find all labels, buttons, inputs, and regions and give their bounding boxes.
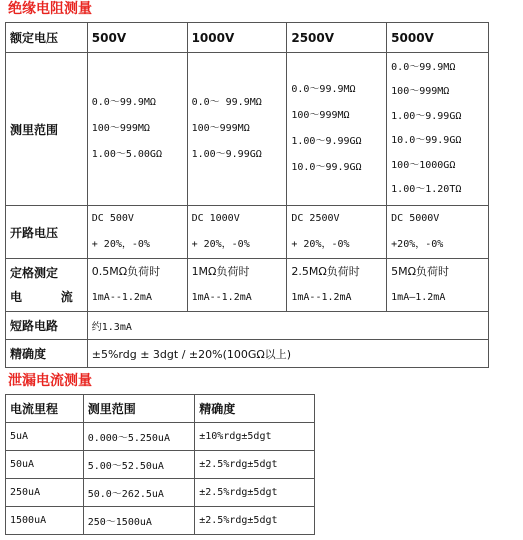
leakage-current-table [5,394,315,535]
current-range-cell: 50uA [6,451,84,479]
table-row [6,423,315,451]
table-row [6,507,315,535]
range-value: 100～999MΩ [391,86,450,97]
rated-label-char: 电 [10,290,23,304]
rated-current-value: 1mA--1.2mA [191,292,252,303]
range-value: 0.0～99.9MΩ [91,97,156,108]
range-value: 1.00～9.99GΩ [191,149,262,160]
current-range-cell: 5uA [6,423,84,451]
range-value: 10.0～99.9GΩ [391,135,462,146]
rated-label-char: 流 [60,290,73,304]
header-measure-range: 测里范围 [83,395,195,423]
rated-current-cell [187,259,287,312]
range-cell-1000v [187,53,287,206]
leakage-current-title: 泄漏电流测量 [8,373,92,389]
rated-current-cell [87,259,187,312]
table-row [6,451,315,479]
range-value: 1.00～5.00GΩ [91,149,162,160]
range-value: 0.0～99.9MΩ [291,84,356,95]
header-500v: 500V [87,23,187,53]
open-voltage-tolerance: + 20%，-0% [91,239,150,250]
open-voltage-label: 开路电压 [6,206,88,259]
range-value: 10.0～99.9GΩ [291,162,362,173]
measure-range-cell: 5.00～52.50uA [83,451,195,479]
range-value: 1.00～1.20TΩ [391,184,462,195]
rated-label-line1: 定格测定 [10,266,59,280]
insulation-resistance-table [5,22,489,368]
table-row [6,479,315,507]
header-accuracy: 精确度 [195,395,315,423]
rated-current-cell [287,259,387,312]
table-row [6,259,489,312]
rated-load: 5MΩ负荷时 [391,265,450,278]
table-row [6,206,489,259]
table-header-row [6,395,315,423]
accuracy-cell: ±2.5%rdg±5dgt [195,451,315,479]
open-voltage-cell [187,206,287,259]
rated-load: 1MΩ负荷时 [191,265,250,278]
header-2500v: 2500V [287,23,387,53]
open-voltage-value: DC 2500V [291,213,340,224]
header-1000v: 1000V [187,23,287,53]
insulation-resistance-title: 绝缘电阻测量 [8,1,92,17]
range-value: 100～1000GΩ [391,159,456,171]
open-voltage-cell [287,206,387,259]
table-header-row [6,23,489,53]
rated-current-value: 1mA--1.2mA [291,292,352,303]
range-value: 100～999MΩ [291,110,350,121]
range-cell-2500v [287,53,387,206]
accuracy-value: ±5%rdg ± 3dgt / ±20%(100GΩ以上) [87,340,488,368]
range-value: 0.0～99.9MΩ [391,61,456,73]
short-circuit-label: 短路电路 [6,312,88,340]
measure-range-cell: 250～1500uA [83,507,195,535]
open-voltage-value: DC 1000V [191,213,240,224]
open-voltage-cell [87,206,187,259]
rated-current-value: 1mA—1.2mA [391,292,446,303]
header-rated-voltage: 额定电压 [6,23,88,53]
accuracy-cell: ±2.5%rdg±5dgt [195,507,315,535]
measure-range-cell: 50.0～262.5uA [83,479,195,507]
range-cell-5000v [387,53,489,206]
open-voltage-value: DC 5000V [391,213,440,224]
accuracy-cell: ±10%rdg±5dgt [195,423,315,451]
table-row [6,53,489,206]
open-voltage-value: DC 500V [91,213,134,224]
accuracy-cell: ±2.5%rdg±5dgt [195,479,315,507]
open-voltage-tolerance: +20%，-0% [391,239,444,250]
table-row [6,340,489,368]
range-cell-500v [87,53,187,206]
range-value: 0.0～ 99.9MΩ [191,97,262,108]
rated-load: 2.5MΩ负荷时 [291,265,360,278]
table-row [6,312,489,340]
rated-current-value: 1mA--1.2mA [91,292,152,303]
open-voltage-tolerance: + 20%，-0% [191,239,250,250]
header-current-range: 电流里程 [6,395,84,423]
rated-current-cell [387,259,489,312]
open-voltage-cell [387,206,489,259]
open-voltage-tolerance: + 20%，-0% [291,239,350,250]
range-value: 100～999MΩ [191,123,250,134]
rated-current-label [6,259,88,312]
range-value: 1.00～9.99GΩ [391,110,462,122]
range-value: 100～999MΩ [91,123,150,134]
rated-label-line2 [10,285,87,309]
accuracy-label: 精确度 [6,340,88,368]
range-value: 1.00～9.99GΩ [291,136,362,147]
current-range-cell: 250uA [6,479,84,507]
measure-range-cell: 0.000～5.250uA [83,423,195,451]
rated-load: 0.5MΩ负荷时 [91,265,161,278]
current-range-cell: 1500uA [6,507,84,535]
short-circuit-value: 约1.3mA [87,312,488,340]
range-label: 测里范围 [6,53,88,206]
header-5000v: 5000V [387,23,489,53]
